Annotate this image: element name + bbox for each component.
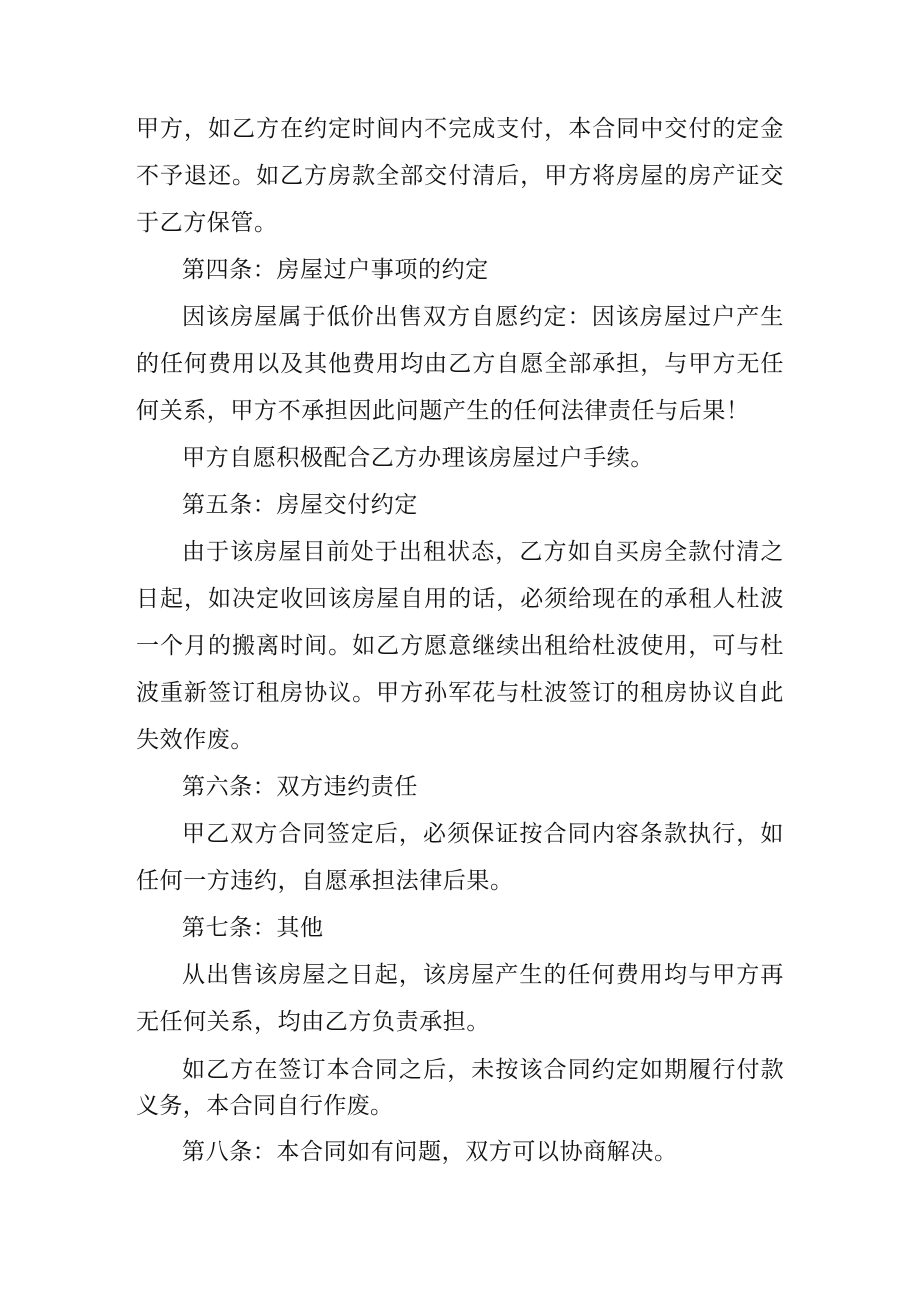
heading-article-4: 第四条：房屋过户事项的约定: [182, 257, 489, 283]
paragraph-transfer-fees: 因该房屋属于低价出售双方自愿约定：因该房屋过户产生的任何费用以及其他费用均由乙方自愿全部承担，与甲方无任何关系，甲方不承担因此问题产生的任何法律责任与后果！: [136, 304, 784, 424]
paragraph-fees-after-sale: 从出售该房屋之日起，该房屋产生的任何费用均与甲方再无任何关系，均由乙方负责承担。: [136, 962, 784, 1035]
heading-article-6: 第六条：双方违约责任: [182, 774, 418, 800]
document-body: [136, 106, 784, 1176]
paragraph-payment-continuation: 甲方，如乙方在约定时间内不完成支付，本合同中交付的定金不予退还。如乙方房款全部交付清后，甲方将房屋的房产证交于乙方保管。: [136, 116, 784, 236]
paragraph-delivery-lease: 由于该房屋目前处于出租状态，乙方如自买房全款付清之日起，如决定收回该房屋自用的话，必须给现在的承租人杜波一个月的搬离时间。如乙方愿意继续出租给杜波使用，可与杜波重新签订租房协议。甲方孙军花与杜波签订的租房协议自此失效作废。: [136, 539, 784, 753]
paragraph-transfer-cooperation: 甲方自愿积极配合乙方办理该房屋过户手续。: [182, 445, 654, 471]
heading-article-5: 第五条：房屋交付约定: [182, 492, 418, 518]
heading-article-8: 第八条：本合同如有问题，双方可以协商解决。: [182, 1139, 678, 1165]
paragraph-payment-void: 如乙方在签订本合同之后，未按该合同约定如期履行付款义务，本合同自行作废。: [136, 1057, 784, 1119]
heading-article-7: 第七条：其他: [182, 915, 324, 941]
paragraph-breach-liability: 甲乙双方合同签定后，必须保证按合同内容条款执行，如任何一方违约，自愿承担法律后果。: [136, 821, 784, 894]
